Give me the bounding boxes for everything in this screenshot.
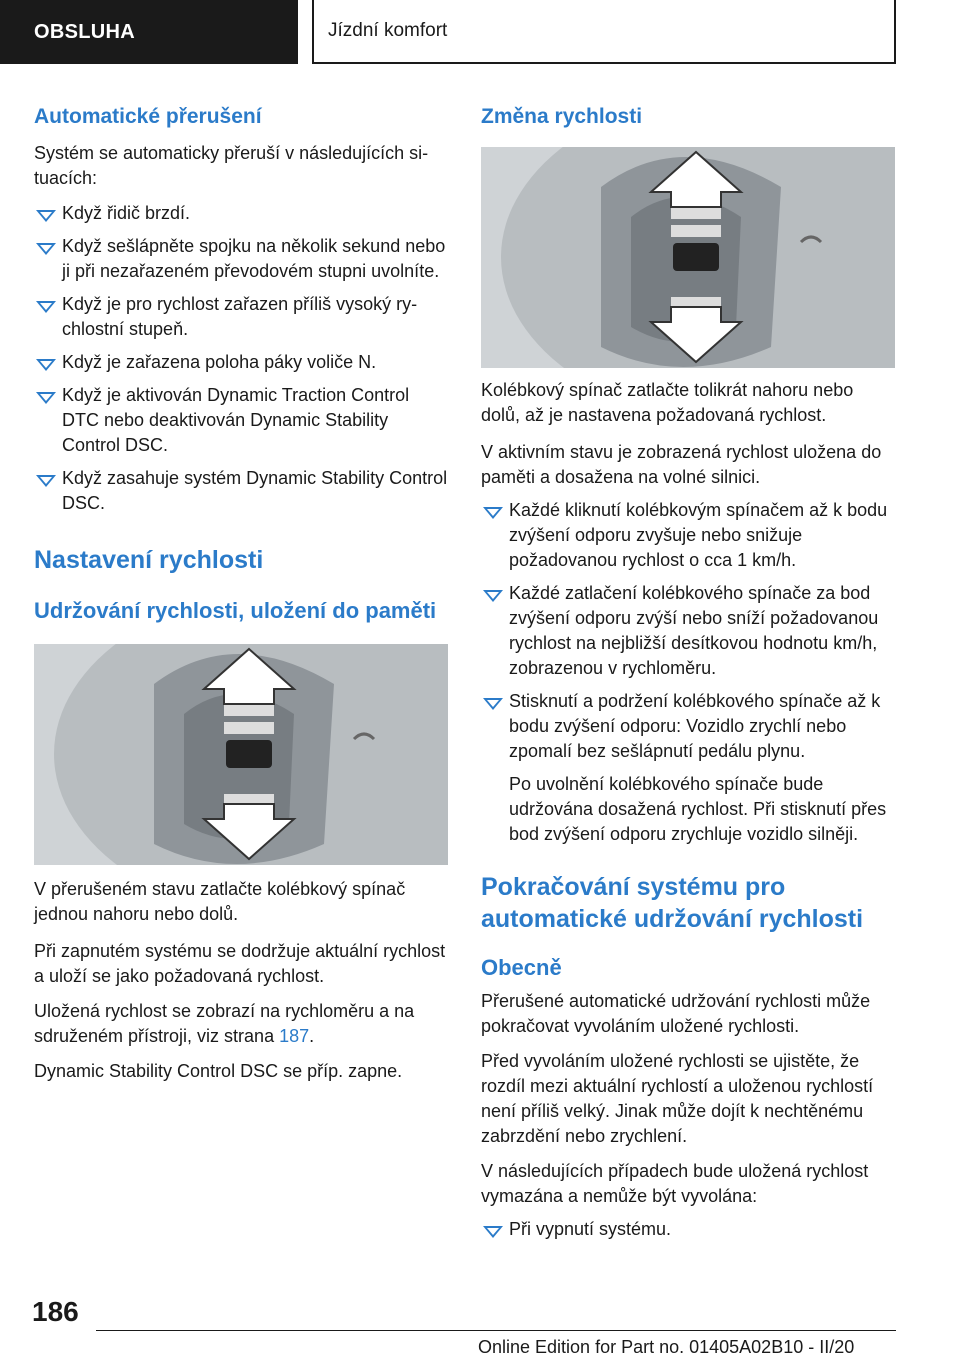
- auto-interrupt-intro: Systém se automaticky přeruší v následujících situacích:: [34, 143, 429, 188]
- triangle-bullet-icon: [36, 359, 56, 371]
- heading-speed-setting: Nastavení rychlosti: [34, 546, 264, 574]
- left-column: [34, 100, 448, 1084]
- change-caption: Kolébkový spínač zatlačte tolikrát nahoru nebo dolů, až je nastavena požadovaná rychlost.: [481, 380, 854, 425]
- steering-wheel-rocker-image: [34, 644, 448, 865]
- list-item: Při vypnutí systému.: [481, 1217, 895, 1242]
- list-item: Když je zařazena poloha páky voliče N.: [34, 350, 448, 375]
- hold-paragraph-2: Uložená rychlost se zobrazí na rychloměru a na sdruženém přístroji, viz strana 187.: [34, 1001, 415, 1046]
- hold-paragraph-1: Při zapnutém systému se dodržuje aktuální rychlost a uloží se jako požadovaná rychlost.: [34, 941, 446, 986]
- list-item: Každé zatlačení kolébkového spínače za bod zvýšení odporu zvýší nebo sníží požadovanou rychlost na nejbližší desítkovou hodnotu km/h, zobrazenou v rychloměru.: [481, 581, 895, 681]
- list-item: Když je aktivován Dynamic Traction Control DTC nebo deaktivován Dynamic Stability Control DSC.: [34, 383, 448, 458]
- triangle-bullet-icon: [483, 698, 503, 710]
- triangle-bullet-icon: [36, 210, 56, 222]
- heading-general: Obecně: [481, 955, 562, 980]
- triangle-bullet-icon: [36, 475, 56, 487]
- general-paragraph-3: V následujících případech bude uložená rychlost vymazána a nemůže být vyvolána:: [481, 1161, 869, 1206]
- hold-caption: V přerušeném stavu zatlačte kolébkový spínač jednou nahoru nebo dolů.: [34, 879, 406, 924]
- chapter-title: Jízdní komfort: [312, 0, 896, 64]
- list-item: Když zasahuje systém Dynamic Stability Control DSC.: [34, 466, 448, 516]
- list-item: Když sešlápněte spojku na několik sekund nebo ji při nezařazeném převodovém stupni uvolníte.: [34, 234, 448, 284]
- general-paragraph-1: Přerušené automatické udržování rychlosti může pokračovat vyvoláním uložené rychlosti.: [481, 991, 871, 1036]
- footer-edition: Online Edition for Part no. 01405A02B10 - II/20: [478, 1337, 855, 1357]
- change-paragraph-1: V aktivním stavu je zobrazená rychlost uložena do paměti a dosažena na volné silnici.: [481, 442, 882, 487]
- list-item: Stisknutí a podržení kolébkového spínače až k bodu zvýšení odporu: Vozidlo zrychlí nebo zpomalí bez sešlápnutí pedálu plynu. Po uvolnění kolébkového spínače bude udržována dosažená rychlost. Při stisknutí přes bod zvýšení odporu zrychluje vozidlo silněji.: [481, 689, 895, 847]
- heading-hold-store: Udržování rychlosti, uložení do paměti: [34, 598, 437, 623]
- interrupt-list: [34, 201, 448, 516]
- triangle-bullet-icon: [36, 243, 56, 255]
- heading-auto-interrupt: Automatické přerušení: [34, 105, 262, 128]
- footer-divider: [96, 1330, 896, 1331]
- right-column: [481, 100, 895, 1242]
- erase-list: [481, 1217, 895, 1242]
- page-link[interactable]: 187: [279, 1026, 310, 1046]
- change-list: [481, 498, 895, 847]
- section-tab: OBSLUHA: [0, 0, 298, 64]
- triangle-bullet-icon: [483, 1226, 503, 1238]
- steering-wheel-rocker-image: [481, 147, 895, 368]
- heading-continue: Pokračování systému pro automatické udržování rychlosti: [481, 873, 864, 933]
- triangle-bullet-icon: [483, 590, 503, 602]
- triangle-bullet-icon: [36, 392, 56, 404]
- list-item: Když je pro rychlost zařazen příliš vysoký rychlostní stupeň.: [34, 292, 448, 342]
- triangle-bullet-icon: [36, 301, 56, 313]
- triangle-bullet-icon: [483, 507, 503, 519]
- hold-paragraph-3: Dynamic Stability Control DSC se příp. zapne.: [34, 1061, 403, 1081]
- list-item: Když řidič brzdí.: [34, 201, 448, 226]
- heading-change-speed: Změna rychlosti: [481, 105, 643, 128]
- list-item-extra: Po uvolnění kolébkového spínače bude udržována dosažená rychlost. Při stisknutí přes bod zvýšení odporu zrychluje vozidlo silněji.: [509, 774, 887, 844]
- page-number: 186: [32, 1296, 79, 1327]
- general-paragraph-2: Před vyvoláním uložené rychlosti se ujistěte, že rozdíl mezi aktuální rychlostí a uloženou rychlostí není příliš velký. Jinak může dojít k nechtěnému zabrzdění nebo zrychlení.: [481, 1051, 874, 1146]
- list-item: Každé kliknutí kolébkovým spínačem až k bodu zvýšení odporu zvyšuje nebo snižuje požadovanou rychlost o cca 1 km/h.: [481, 498, 895, 573]
